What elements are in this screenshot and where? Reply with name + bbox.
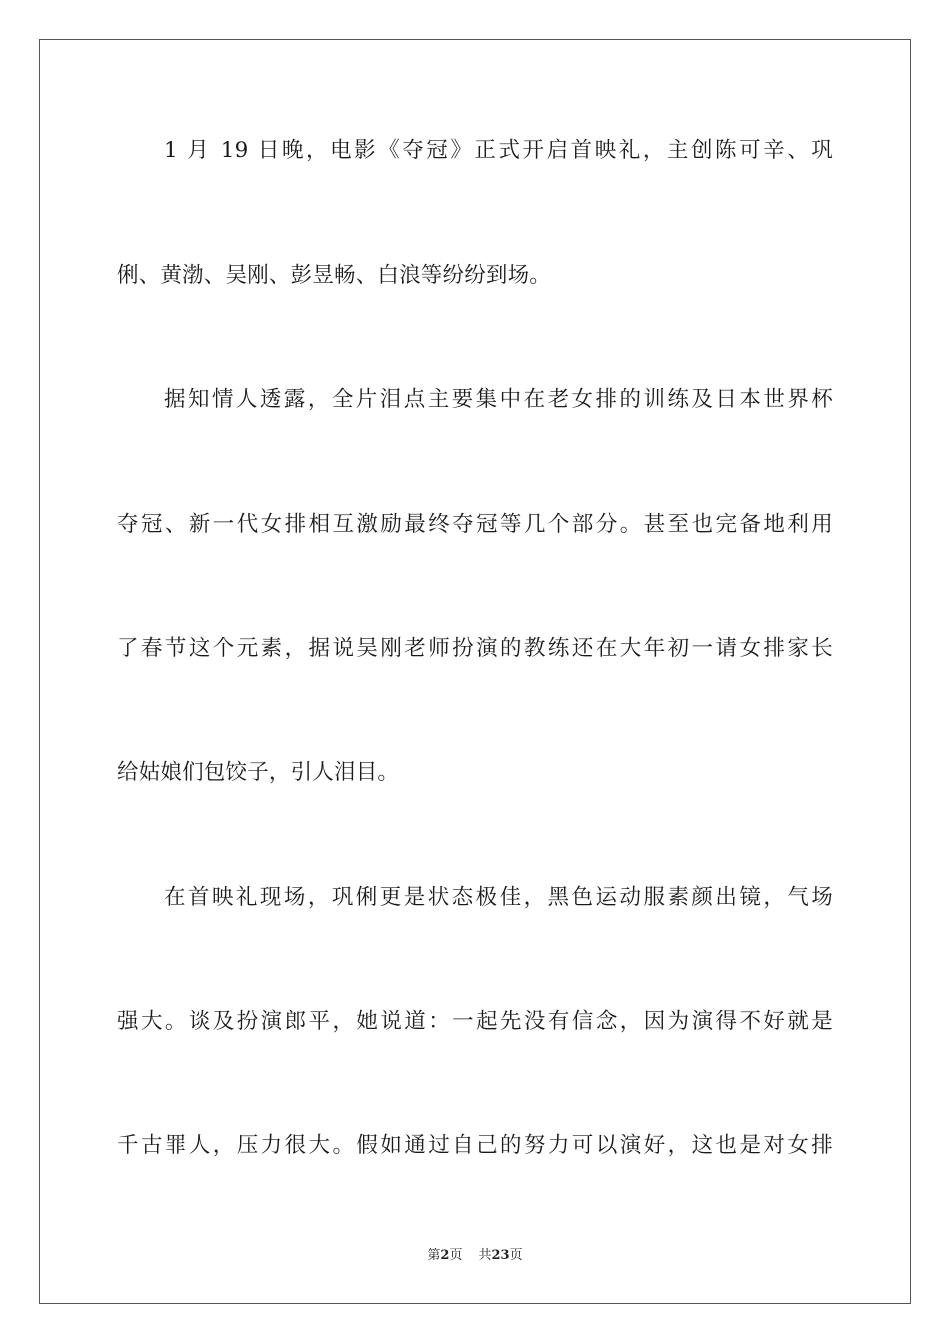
total-prefix: 共 [478, 1248, 492, 1263]
paragraph-1-line-1: 1 月 19 日晚，电影《夺冠》正式开启首映礼，主创陈可辛、巩 [164, 138, 833, 163]
page-suffix: 页 [449, 1248, 463, 1263]
paragraph-2-line-4: 给姑娘们包饺子，引人泪目。 [117, 760, 400, 785]
paragraph-2-line-1: 据知情人透露，全片泪点主要集中在老女排的训练及日本世界杯 [164, 387, 833, 412]
paragraph-2-line-2: 夺冠、新一代女排相互激励最终夺冠等几个部分。甚至也完备地利用 [117, 512, 833, 537]
page-border [39, 39, 911, 1304]
paragraph-3-line-2: 强大。谈及扮演郎平，她说道：一起先没有信念，因为演得不好就是 [117, 1009, 833, 1034]
paragraph-3-line-1: 在首映礼现场，巩俐更是状态极佳，黑色运动服素颜出镜，气场 [164, 885, 833, 910]
paragraph-3-line-3: 千古罪人，压力很大。假如通过自己的努力可以演好，这也是对女排 [117, 1133, 833, 1158]
page-number: 2 [440, 1248, 450, 1263]
paragraph-1-line-2: 俐、黄渤、吴刚、彭昱畅、白浪等纷纷到场。 [117, 263, 552, 288]
total-suffix: 页 [509, 1248, 523, 1263]
page-prefix: 第 [427, 1248, 441, 1263]
total-pages: 23 [491, 1248, 510, 1263]
paragraph-2-line-3: 了春节这个元素，据说吴刚老师扮演的教练还在大年初一请女排家长 [117, 636, 833, 661]
page-footer [0, 1247, 950, 1265]
